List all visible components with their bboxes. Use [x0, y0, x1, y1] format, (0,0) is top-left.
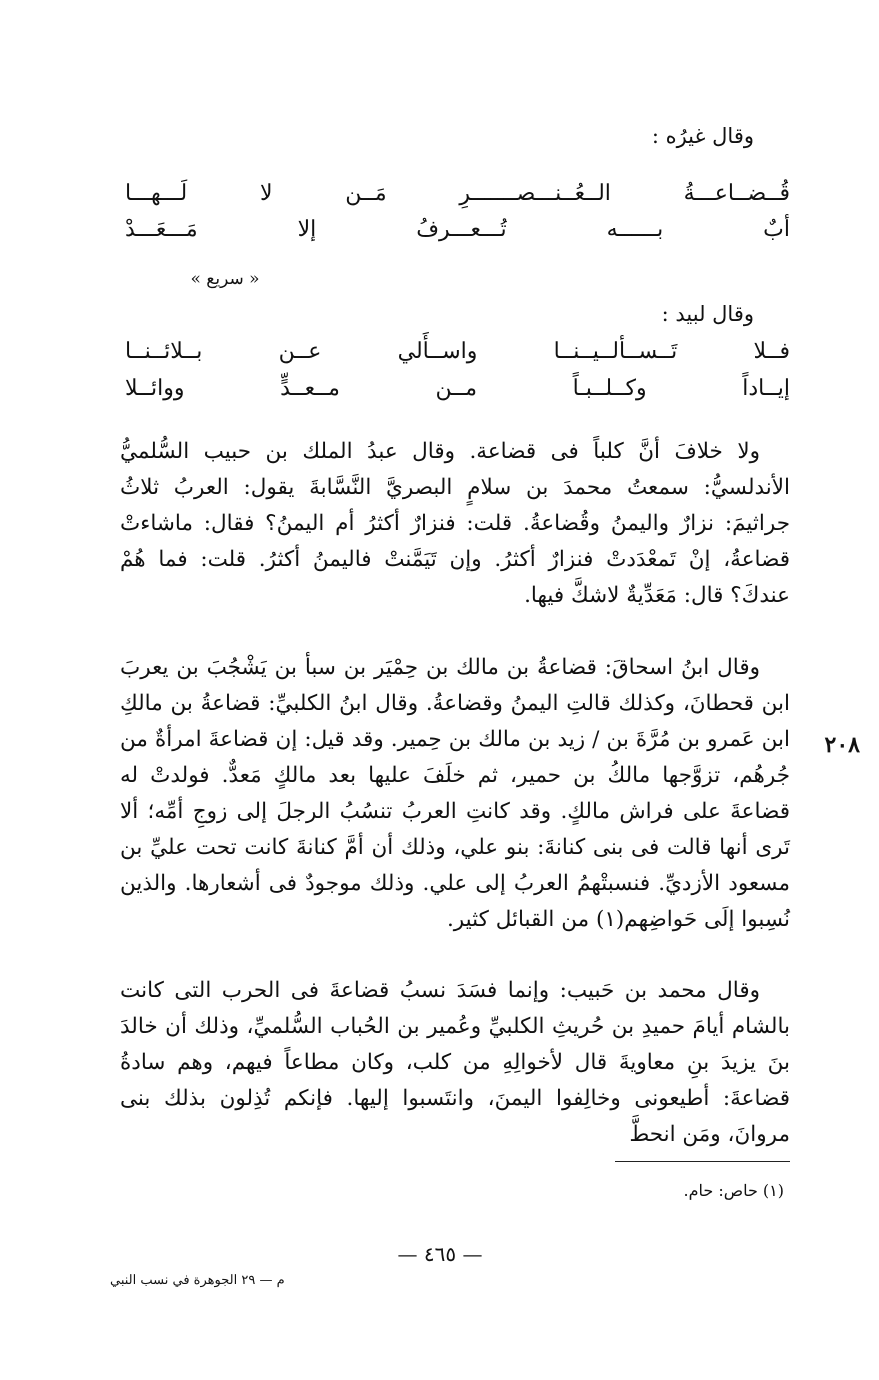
- footnote: (١) حاص: حام.: [683, 1181, 784, 1200]
- verse1-hemistich1: قُــضــاعـــةُ الــعُــنـــصـــــــرِ مَــن لا لَـــهـــا: [125, 181, 790, 206]
- paragraph-2: وقال ابنُ اسحاقَ: قضاعةُ بن مالك بن حِمْيَر بن سبأ بن يَشْجُبَ بن يعربَ ابن قحطانَ، وكذلك قالتِ اليمنُ وقضاعةُ. وقال ابنُ الكلبيِّ: قضاعةُ بن مالكِ ابن عَمرو بن مُرَّةَ بن / زيد بن مالك بن حِمير. وقد قيل: إن قضاعةَ امرأةٌ من جُرهُم، تزوَّجها مالكُ بن حمير، ثم خلَفَ عليها بعد مالكٍ مَعدٌّ. فولدتْ له قضاعةَ على فراش مالكٍ. وقد كانتِ العربُ تنسُبُ الرجلَ إلى زوجِ أمِّه؛ ألا تَرى أنها قالت فى بنى كنانةَ: بنو علي، وذلك أن أمَّ كنانةَ كانت تحت عليِّ بن مسعود الأزديِّ. فنسبتْهمُ العربُ إلى علي. وذلك موجودٌ فى أشعارها. والذين نُسِبوا إلَى حَواضِهم(١) من القبائل كثير.: [120, 655, 790, 932]
- intro-line-labid: وقال لبيد :: [661, 302, 754, 326]
- printer-signature: م — ٢٩ الجوهرة في نسب النبي: [110, 1273, 285, 1288]
- verse2-hemistich2: إيــاداً وكــلــبـاً مــن مــعــدٍّ ووائــلا: [125, 376, 790, 401]
- footnote-separator: [615, 1161, 790, 1162]
- page-number: — ٤٦٥ —: [397, 1242, 483, 1266]
- margin-page-number: ٢٠٨: [824, 732, 860, 758]
- paragraph-1: ولا خلافَ أنَّ كلباً فى قضاعة. وقال عبدُ الملك بن حبيب السُّلميُّ الأندلسيُّ: سمعتُ محمدَ بن سلامٍ البصريَّ النَّسَّابةَ يقول: العربُ ثلاثُ جراثيمَ: نزارٌ واليمنُ وقُضاعةُ. قلت: فنزارٌ أكثرُ أم اليمنُ؟ فقال: ماشاءتْ قضاعةُ، إنْ تَمعْدَدتْ فنزارٌ أكثرُ. وإن تَيَمَّنتْ فاليمنُ أكثرُ. قلت: فما هُمْ عندكَ؟ قال: مَعَدِّيةٌ لاشكَّ فيها.: [120, 439, 790, 608]
- verse1-hemistich2: أبٌ بــــــه تُـــعـــرفُ إلا مَـــعَـــدْ: [125, 217, 790, 242]
- verse2-hemistich1: فــلا تَــســألــيــنــا واســأَلي عــن بــلائــنــا: [125, 339, 790, 364]
- paragraph-3: وقال محمد بن حَبيب: وإنما فسَدَ نسبُ قضاعةَ فى الحرب التى كانت بالشام أيامَ حميدِ بن حُريثِ الكلبيِّ وعُمير بن الحُباب السُّلميِّ، وذلك أن خالدَ بنَ يزيدَ بنِ معاويةَ قال لأخوالِهِ من كلب، وكان مطاعاً فيهم، وهم سادةُ قضاعةَ: أطيعونى وخالِفوا اليمنَ، وانتَسبوا إليها. فإنكم تُذِلون بذلك بنى مروانَ، ومَن انحطَّ: [120, 978, 790, 1147]
- meter-label: « سريع »: [190, 269, 260, 289]
- intro-line-other-poet: وقال غيرُه :: [651, 124, 754, 148]
